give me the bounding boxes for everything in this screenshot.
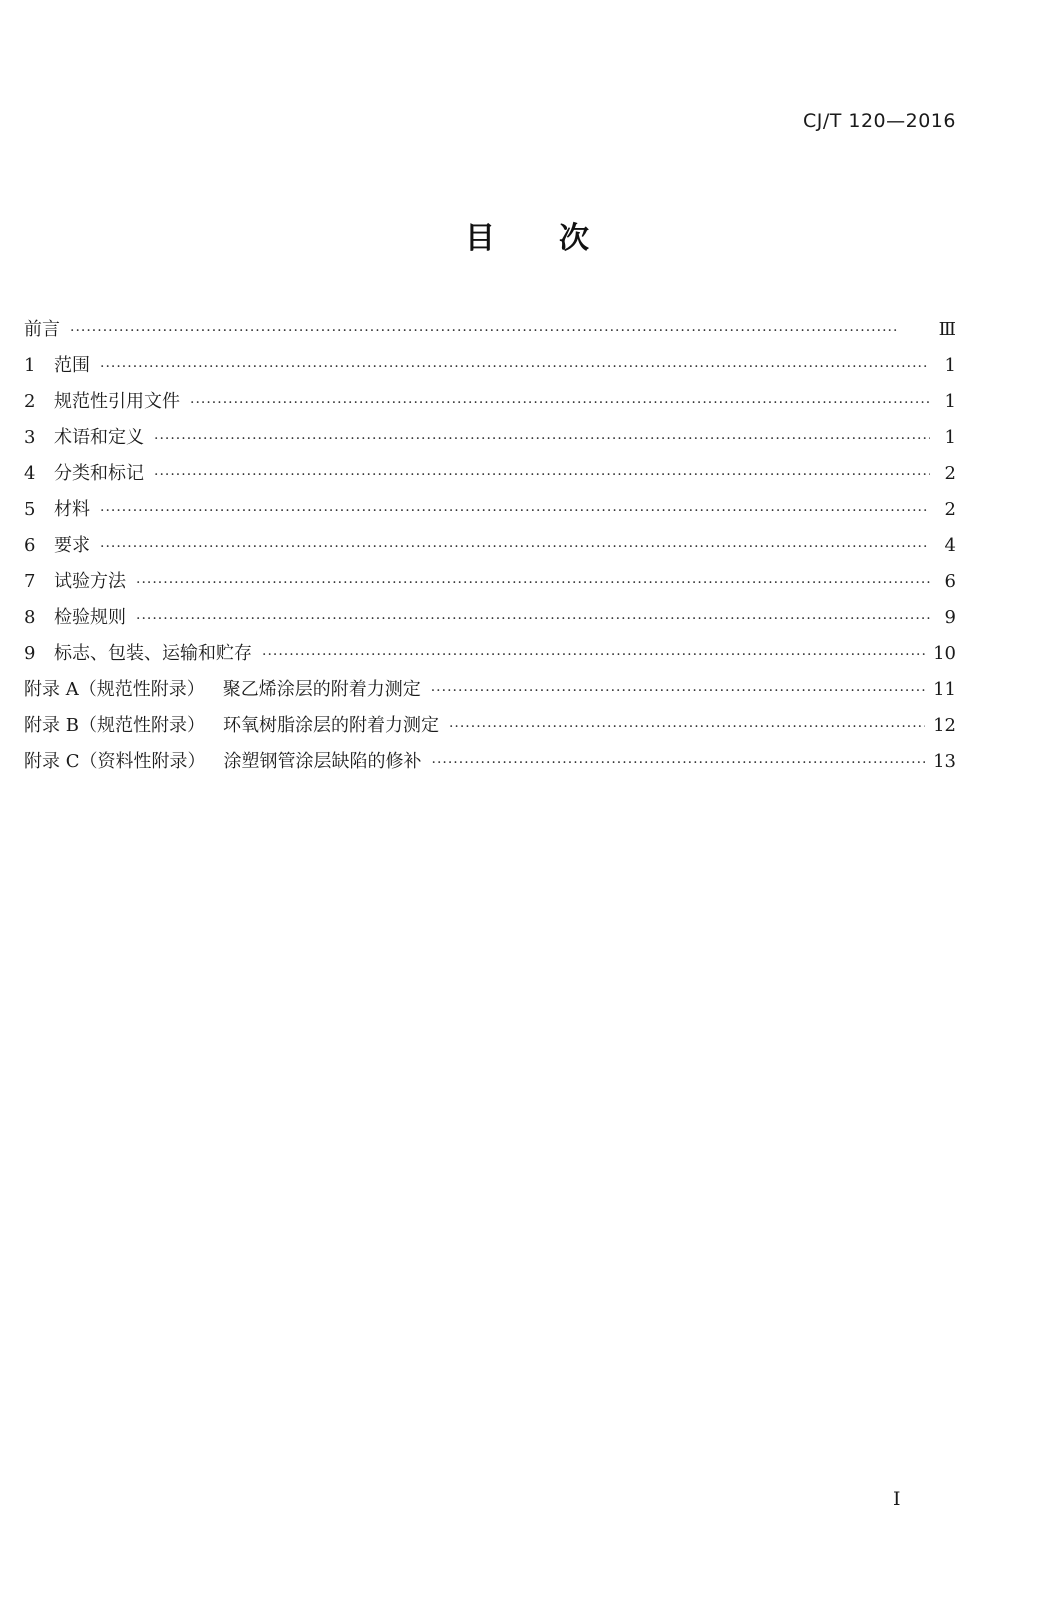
dot-leader <box>154 457 930 493</box>
standard-code: CJ/T 120—2016 <box>802 110 956 132</box>
toc-entry-3[interactable] <box>24 420 956 456</box>
toc-entry-label: 试验方法 <box>54 571 126 592</box>
toc-entry-label: 材料 <box>54 499 90 520</box>
toc-entry-9[interactable] <box>24 636 956 672</box>
dot-leader <box>70 313 930 349</box>
toc-entry-page: 2 <box>944 463 956 484</box>
toc-entry-page: 11 <box>933 679 956 700</box>
toc-entry-label: 分类和标记 <box>54 463 144 484</box>
toc-entry-label: 规范性引用文件 <box>54 391 180 412</box>
dot-leader <box>100 529 930 565</box>
toc-entry-7[interactable] <box>24 564 956 600</box>
toc-entry-number: 5 <box>24 499 36 520</box>
table-of-contents <box>24 312 956 780</box>
toc-entry-label: 前言 <box>24 319 60 340</box>
toc-title: 目次 <box>465 221 653 256</box>
toc-entry-4[interactable] <box>24 456 956 492</box>
toc-entry-page: 1 <box>944 391 956 412</box>
toc-entry-number: 9 <box>24 643 36 664</box>
dot-leader <box>449 709 925 745</box>
toc-entry-2[interactable] <box>24 384 956 420</box>
toc-entry-page: 6 <box>944 571 956 592</box>
dot-leader <box>190 385 930 421</box>
toc-entry-page: 1 <box>944 427 956 448</box>
toc-entry-page: 2 <box>944 499 956 520</box>
toc-entry-label: 范围 <box>54 355 90 376</box>
toc-entry-label: 环氧树脂涂层的附着力测定 <box>222 715 439 736</box>
dot-leader <box>100 493 930 529</box>
dot-leader <box>431 673 925 709</box>
toc-entry-6[interactable] <box>24 528 956 564</box>
toc-entry-appendix-c[interactable] <box>24 744 956 780</box>
dot-leader <box>100 349 930 385</box>
toc-entry-page: 1 <box>944 355 956 376</box>
dot-leader <box>432 745 926 781</box>
dot-leader <box>136 565 930 601</box>
toc-entry-label: 标志、包装、运输和贮存 <box>54 643 252 664</box>
toc-entry-number: 7 <box>24 571 36 592</box>
toc-entry-page: 9 <box>944 607 956 628</box>
toc-entry-number: 3 <box>24 427 36 448</box>
toc-entry-foreword[interactable] <box>24 312 956 348</box>
toc-entry-label: 检验规则 <box>54 607 126 628</box>
toc-entry-label: 聚乙烯涂层的附着力测定 <box>222 679 421 700</box>
toc-entry-label: 要求 <box>54 535 90 556</box>
toc-entry-page: 13 <box>933 751 956 772</box>
toc-entry-label: 术语和定义 <box>54 427 144 448</box>
page-number: I <box>893 1488 901 1510</box>
dot-leader <box>154 421 930 457</box>
toc-entry-number: 2 <box>24 391 36 412</box>
toc-entry-number: 8 <box>24 607 36 628</box>
toc-entry-page: 12 <box>933 715 956 736</box>
toc-entry-page: Ⅲ <box>938 319 956 340</box>
toc-entry-page: 10 <box>933 643 956 664</box>
dot-leader <box>136 601 930 637</box>
toc-entry-number: 4 <box>24 463 36 484</box>
toc-entry-number: 1 <box>24 355 36 376</box>
toc-entry-5[interactable] <box>24 492 956 528</box>
toc-entry-appendix-a[interactable] <box>24 672 956 708</box>
toc-entry-8[interactable] <box>24 600 956 636</box>
appendix-tag: 附录 A（规范性附录） <box>24 679 205 700</box>
appendix-tag: 附录 B（规范性附录） <box>24 715 205 736</box>
toc-entry-number: 6 <box>24 535 36 556</box>
appendix-tag: 附录 C（资料性附录） <box>24 751 206 772</box>
toc-entry-label: 涂塑钢管涂层缺陷的修补 <box>223 751 422 772</box>
toc-entry-appendix-b[interactable] <box>24 708 956 744</box>
toc-entry-page: 4 <box>944 535 956 556</box>
dot-leader <box>262 637 925 673</box>
toc-entry-1[interactable] <box>24 348 956 384</box>
